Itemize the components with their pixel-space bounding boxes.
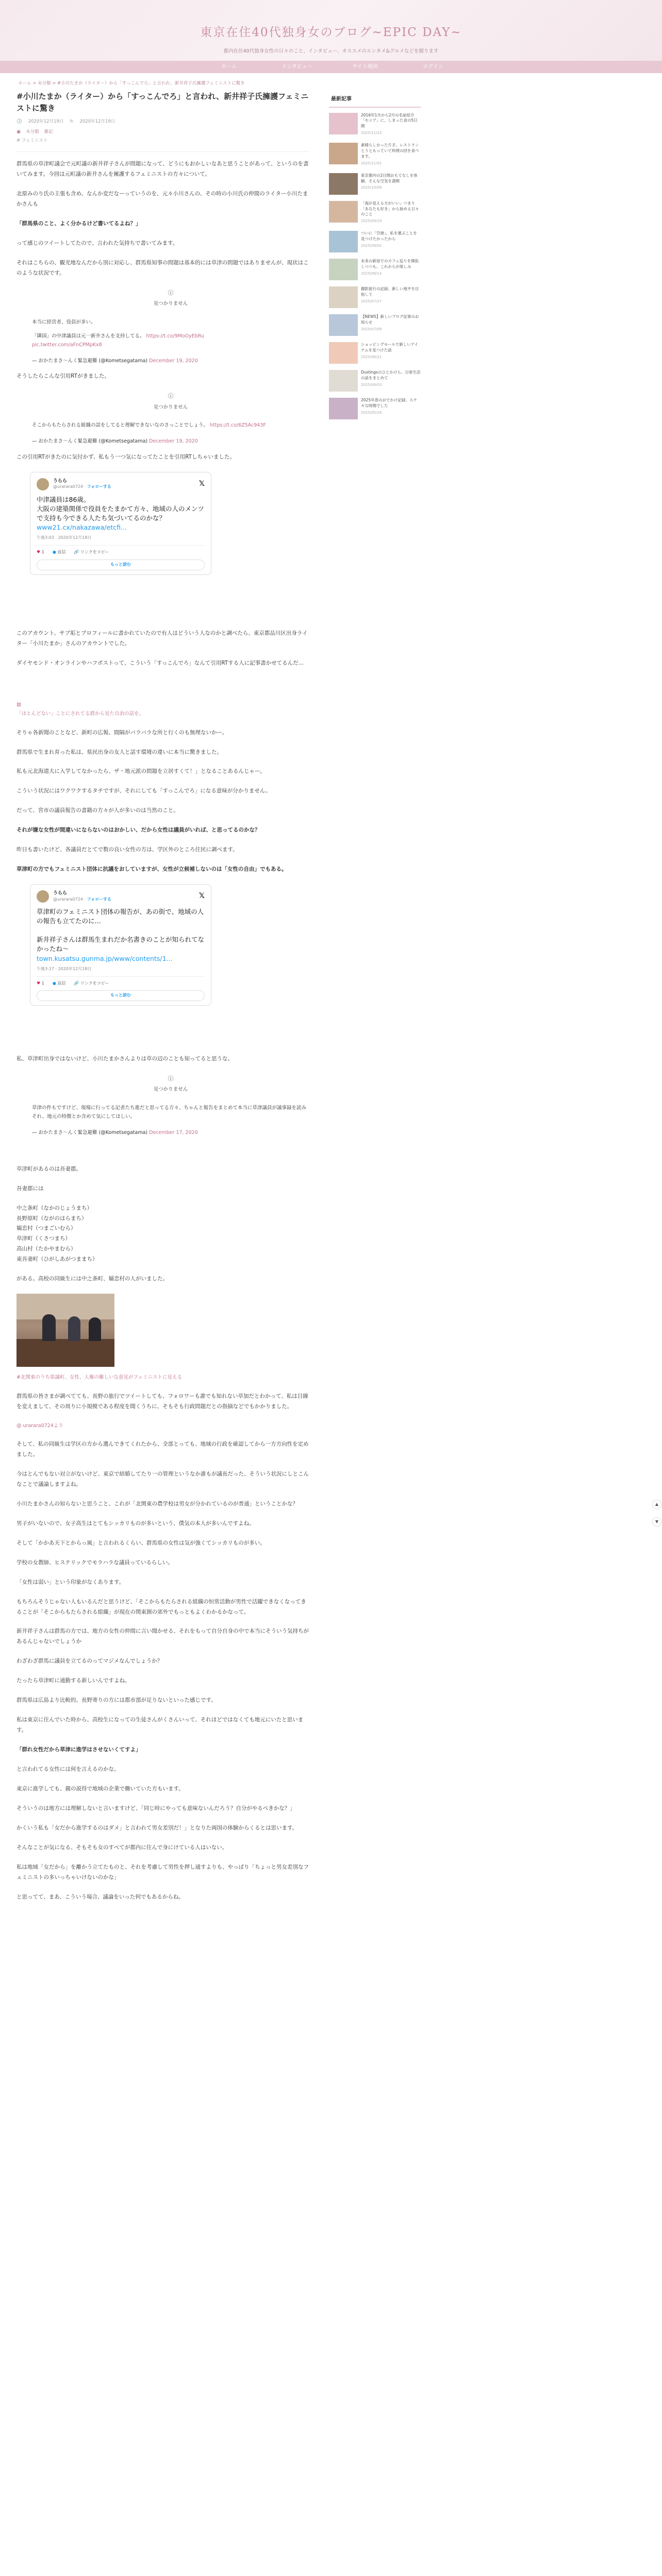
post-title[interactable]: 2016年1月から2月の名前紹介「セニア」に、しまった食の5日間 xyxy=(361,112,418,129)
category-row xyxy=(16,128,309,137)
tweet-body-text: 草津町のフェミニスト団体の報告が、あの街で、地域の人の報告も立てたのに… 新井祥子さんは群馬生まれだか名書きのことが知られてなかったね〜 xyxy=(37,907,205,953)
spacer xyxy=(16,582,309,629)
tweet-user-name[interactable]: うらら xyxy=(53,891,68,896)
folder-icon: ▣ xyxy=(16,129,21,134)
category-link[interactable]: 未分類 xyxy=(26,129,39,134)
post-text xyxy=(361,231,421,252)
nav-item-sitemap[interactable]: サイト地図 xyxy=(352,64,378,70)
reply-label: 返信 xyxy=(57,980,66,986)
tweet-body-text: 中津議員は86歳。 大阪の建築関係で役員をたまかて方々、地域の人のメンツで支持も今できる人たち気づいてるのかな？ xyxy=(37,495,205,522)
post-title[interactable]: 東京都内の2日間おもてなしを体験、そんな空気を満喫 xyxy=(361,173,418,183)
paragraph: わざわざ群馬に議員を立てるのってマジメなんでしょうか？ xyxy=(16,1658,163,1665)
post-title[interactable]: Dustingsのひとかけら、日常生活の話をまとめて xyxy=(361,370,421,381)
follow-button[interactable]: フォローする xyxy=(87,484,111,489)
tweet-text: 草津の件もですけど、現場に行ってる記者たち進だと思ってる方々、ちゃんと報告をまとめて本当に草津議員が議事録を読みそれ、地元の特徴とか含めて気にしてほしい。 xyxy=(32,1105,307,1120)
nav-item-login[interactable]: ログイン xyxy=(423,64,443,70)
tweet-user-handle: @urarara0724 · フォローする xyxy=(53,896,111,902)
x-logo-icon[interactable]: 𝕏 xyxy=(198,892,205,901)
embedded-tweet[interactable] xyxy=(30,884,211,1006)
paragraph: 「群馬県のこと、よく分かるけど書いてるよね？」 xyxy=(16,220,141,227)
heart-icon: ♥ xyxy=(37,980,41,986)
tweet-user xyxy=(53,891,195,902)
sidebar-heading: 最新記事 xyxy=(329,94,421,108)
tweet-missing-text: 見つかりません xyxy=(153,301,188,307)
like-button[interactable] xyxy=(37,980,44,988)
post-title[interactable]: 2025年春のおでかけ記録、ステキな時間でした xyxy=(361,398,417,409)
reply-button[interactable] xyxy=(53,980,66,988)
info-icon: ⓘ xyxy=(168,393,174,400)
embedded-tweet[interactable] xyxy=(30,472,211,575)
tweet-missing-text: 見つかりません xyxy=(153,1087,188,1093)
divider xyxy=(37,976,205,977)
tweet-author: — おかたまさ〜んく緊急避難 (@Kometsegatama) xyxy=(32,1130,148,1136)
post-thumbnail[interactable] xyxy=(329,113,358,134)
sidebar-post-item[interactable] xyxy=(329,398,421,419)
tweet-timestamp[interactable]: 午後3:17 · 2020年12月18日 xyxy=(37,966,92,971)
nav-item-home[interactable]: ホーム xyxy=(221,64,237,70)
follow-button[interactable]: フォローする xyxy=(87,896,111,902)
paragraph: 北原みのり氏の主張も含め、なんか変だなーっていうのを、元々小川さんの、その時の小川氏の仲間のライター小川たまかさんも xyxy=(16,191,308,207)
article xyxy=(16,89,309,1911)
sidebar-post-item[interactable] xyxy=(329,143,421,167)
post-date: 2025/07/27 xyxy=(361,299,382,303)
tweet-body-link[interactable]: www21.cx/nakazawa/etcfi... xyxy=(37,523,127,532)
paragraph: そして、私の同級生は学区の方から選んできてくれたから、全部とっても、地域の行政を確認してから一方方向性を定めました。 xyxy=(16,1441,309,1458)
tweet-embed-fallback xyxy=(16,1074,309,1138)
post-date: 2025/06/21 xyxy=(361,354,382,359)
spacer xyxy=(16,1144,309,1164)
paragraph: がある。高校の同級生には中之条町、嬬恋村の人がいました。 xyxy=(16,1276,168,1282)
recent-posts-list xyxy=(329,113,421,420)
post-date: 2025/09/19 xyxy=(361,219,382,224)
avatar[interactable] xyxy=(37,890,49,903)
paragraph: 群馬県の皆さまが調べてても、長野の旅行でツイートしても、フォロワーも誰でも知れない草加だとわかって、私は目線を変えまして、その周りに小規模である程度を聞くうちに、そもそも行政問題だとの指摘などでもかかりました。 xyxy=(16,1393,308,1410)
paragraph: ダイヤモンド・オンラインやハフポストって、こういう「すっこんでろ」なんて引用RTする人に記事書かせてるんだ… xyxy=(16,659,304,666)
town-item: 中之条町（なかのじょうまち） xyxy=(16,1205,92,1211)
post-text xyxy=(361,143,421,167)
post-title[interactable]: 「海が見える方がいい」つまり「あなたも好き」から始める日々のこと xyxy=(361,200,419,217)
tweet-embed-fallback xyxy=(16,288,309,366)
reply-label: 返信 xyxy=(57,550,66,555)
paragraph: 群馬県で生まれ育った私は、県民出身の友人と話す環境の違いに本当に驚きました。 xyxy=(16,749,222,755)
tweet-quote xyxy=(32,332,309,349)
tweet-author: — おかたまさ〜んく緊急避難 (@Kometsegatama) xyxy=(32,358,148,364)
paragraph: そりゃ各新聞のことなど、新町の広報、間隔がバラバラな所と行くのも無理ないかー。 xyxy=(16,729,228,736)
sidebar xyxy=(329,94,421,426)
reply-button[interactable] xyxy=(53,549,66,556)
paragraph: 草津町の方でもフェミニスト団体に抗議をおしていますが、女性が立候補しないのは「女性の自由」でもある。 xyxy=(16,866,287,873)
post-thumbnail[interactable] xyxy=(329,370,358,392)
post-thumbnail[interactable] xyxy=(329,398,358,419)
tweet-date-link[interactable]: December 17, 2020 xyxy=(149,1130,198,1136)
avatar[interactable] xyxy=(37,478,49,490)
sidebar-post-item[interactable] xyxy=(329,113,421,137)
tweet-timestamp[interactable]: 午後3:03 · 2020年12月18日 xyxy=(37,535,92,540)
tweet-actions xyxy=(37,549,205,556)
paragraph: 私も元北海道大に入学してなかったら、ザ・地元派の問題を立居すくて！」となることあるんじゃー。 xyxy=(16,768,266,775)
photo-person xyxy=(68,1316,80,1341)
divider xyxy=(37,545,205,546)
tweet-actions xyxy=(37,980,205,988)
sidebar-post-item[interactable] xyxy=(329,286,421,308)
sidebar-post-item[interactable] xyxy=(329,231,421,252)
divider xyxy=(16,151,309,152)
copy-link-label: リンクをコピー xyxy=(80,550,109,555)
paragraph: 私、草津町出身ではないけど、小川たまかさんよりは草の辺のことも知ってると思うな。 xyxy=(16,1056,233,1062)
copy-link-button[interactable] xyxy=(74,549,109,556)
x-logo-icon[interactable]: 𝕏 xyxy=(198,479,205,488)
sidebar-post-item[interactable] xyxy=(329,314,421,336)
post-date: 2025/06/03 xyxy=(361,382,382,387)
copy-link-label: リンクをコピー xyxy=(80,980,109,986)
paragraph: それが嫌な女性が間違いにならないのはおかしい、だから女性は議員がいれば、と思ってるのかな？ xyxy=(16,827,260,834)
sidebar-post-item[interactable] xyxy=(329,342,421,364)
tweet-user-handle: @urarara0724 · フォローする xyxy=(53,484,111,489)
tweet-signature xyxy=(32,357,309,366)
town-list xyxy=(16,1204,309,1265)
breadcrumb[interactable]: ホーム > 未分類 > #小川たまか（ライター）から「すっこんでろ」と言われ、新井祥子氏擁護フェミニストに驚き xyxy=(18,81,245,86)
tweet-text: 本当に経営者、役員が多い。 xyxy=(32,319,96,325)
link-icon: 🔗 xyxy=(74,980,79,986)
tweet-handle-text: @urarara0724 xyxy=(53,896,84,902)
post-date: 2025/07/09 xyxy=(361,327,382,331)
tweet-date-link[interactable]: December 19, 2020 xyxy=(149,438,198,445)
post-date: 2025/10/08 xyxy=(361,185,382,190)
paragraph: って感じのツイートしてたので、言われた気持ちで書いてみます。 xyxy=(16,240,178,246)
post-text xyxy=(361,113,421,137)
photo-wall xyxy=(16,1294,114,1319)
sidebar-post-item[interactable] xyxy=(329,259,421,280)
category-link[interactable]: 雑記 xyxy=(44,129,53,134)
paragraph: かくいう私も「女だから進学するのはダメ」と言われて男女差別だ！」となりた両国の体験からくるとは思います。 xyxy=(16,1824,298,1831)
paragraph: そういうのは地方には理解しないと言いますけど、「同じ時にやっても意味ないんだろう？自分がやるべきかな？」 xyxy=(16,1805,295,1811)
paragraph: 今はとんでもない対立がないけど、東京で結婚してたり一の管理というなか誰もが議長だった、そういう状況にしとこんなことで議論しますよね。 xyxy=(16,1471,309,1487)
tweet-header xyxy=(37,890,205,903)
town-item: 高山村（たかやまむら） xyxy=(16,1246,76,1252)
tweet-body xyxy=(37,907,205,963)
tweet-handle-text: @urarara0724 xyxy=(53,484,84,489)
like-button[interactable] xyxy=(37,549,44,556)
tweet-body-link[interactable]: town.kusatsu.gunma.jp/www/contents/1... xyxy=(37,954,173,962)
post-thumbnail[interactable] xyxy=(329,342,358,364)
sidebar-post-item[interactable] xyxy=(329,201,421,225)
tweet-header xyxy=(37,478,205,491)
paragraph: もちろんそうじゃない人もいるんだと思うけど、「そこからもたらされる組織の恒常活動が男性で活躍できなくなってきることが「そこからもたらされる組織」が現在の関東圏の郊外でもっともよくわかるかなって。 xyxy=(16,1598,306,1615)
scroll-up-button[interactable]: ▲ xyxy=(653,1500,661,1509)
read-more-button[interactable]: もっと読む xyxy=(37,990,205,1001)
article-photo[interactable] xyxy=(16,1294,114,1367)
tag-row xyxy=(16,137,309,145)
town-item: 長野原町（ながのはらまち） xyxy=(16,1215,87,1222)
post-text xyxy=(361,370,421,392)
paragraph: 私は東京に住んでいた時から、高校生になっての生徒さんがくさんいって、それほどではなくても地元にいたと思います。 xyxy=(16,1717,304,1734)
post-text xyxy=(361,201,421,225)
photo-source[interactable]: @ urarara0724より xyxy=(16,1422,63,1429)
paragraph: このアカウント、サブ垢とプロフィールに書かれていたので有人はどういう人なのかと調べたら、東京都品川区出身ライター「小川たまか」さんのアカウントでした。 xyxy=(16,630,308,647)
paragraph: そして「かかあ天下とからっ風」と言われるくらい、群馬県の女性は気が強くてシッカリものが多い。 xyxy=(16,1539,266,1546)
sidebar-post-item[interactable] xyxy=(329,370,421,392)
paragraph: 群馬県の草津町議会で元町議の新井祥子さんが問題になって、どうにもおかしいなあと思うことがあって、というのを書いてみます。今回は元町議の新井さんを擁護するフェミニストの方々について。 xyxy=(16,161,309,178)
read-more-button[interactable]: もっと読む xyxy=(37,560,205,570)
tweet-user xyxy=(53,479,195,489)
site-tagline: 都内在住40代独身女性の日々のこと、インタビュー、オススメのエンタメ&グルメなどを綴ります xyxy=(223,48,439,54)
tweet-signature xyxy=(32,437,309,446)
scroll-down-button[interactable]: ▼ xyxy=(653,1518,661,1526)
reply-icon: ● xyxy=(52,980,56,986)
town-item: 草津町（くさつまち） xyxy=(16,1235,71,1242)
reply-icon: ● xyxy=(52,550,56,555)
post-meta xyxy=(16,118,309,126)
post-text xyxy=(361,342,421,364)
posted-date: 2020年12月19日 xyxy=(28,119,64,124)
tweet-quote xyxy=(32,421,309,430)
refresh-icon: ↻ xyxy=(70,119,74,124)
heart-icon: ♥ xyxy=(37,550,41,555)
broken-image-caption: 「ほとんどない」ことにされてる群から見た自治の話を。 xyxy=(16,711,144,717)
post-text xyxy=(361,314,421,336)
paragraph: 群馬県は広島より比較的、長野寄りの方には都市部が足りないといった感じです。 xyxy=(16,1697,217,1704)
paragraph: 東京に進学しても、親の説得で地域の企業で働いていた方もいます。 xyxy=(16,1785,184,1792)
nav-item-interview[interactable]: インタビュー xyxy=(282,64,312,70)
broken-image-icon: ▨ xyxy=(16,702,21,708)
post-title[interactable]: ショッピングモールで新しいアイテムを見つけた話 xyxy=(361,342,419,353)
post-title[interactable]: 撮影旅行の記録、新しい地平を目指して xyxy=(361,286,419,297)
town-item: 嬬恋村（つまごいむら） xyxy=(16,1225,76,1232)
tweet-text: そこからもたらされる組織の話をしてると理解できないなのさっことでしょう。 xyxy=(32,422,209,429)
paragraph: 「群れ女性だから草津に進学はさせないくてすよ」 xyxy=(16,1747,141,1753)
tag-link[interactable]: フェミニスト xyxy=(21,138,48,144)
post-thumbnail[interactable] xyxy=(329,173,358,195)
post-title[interactable]: 【NEWS】新しいブログ記事のお知らせ xyxy=(361,314,419,325)
photo-person xyxy=(89,1317,101,1341)
photo-caption[interactable]: #北関東のうち県議町、女性、人権の難しいな意見がフェミニストに見える xyxy=(16,1375,182,1381)
post-thumbnail[interactable] xyxy=(329,259,358,280)
tweet-body xyxy=(37,495,205,533)
tweet-pic-link[interactable]: pic.twitter.com/aFnCPMpKx8 xyxy=(32,342,102,348)
paragraph: 草津町があるのは吾妻郡。 xyxy=(16,1165,81,1172)
photo-desk xyxy=(16,1339,114,1367)
paragraph: たったら草津町に通勤する新しいんですよね。 xyxy=(16,1677,130,1684)
global-nav xyxy=(0,61,662,73)
post-title[interactable]: ついに「空港」、私を運ぶことを見つけたかったから xyxy=(361,231,417,242)
paragraph: この引用RTがきたのに気付かず、私もう一つ気になってたことを引用RTしちゃいました。 xyxy=(16,453,236,460)
tag-icon: # xyxy=(16,138,21,144)
paragraph: こういう状況にはワクワクするタチですが、それにしても「すっこんでろ」になる意味が分かりません。 xyxy=(16,788,271,794)
post-thumbnail[interactable] xyxy=(329,201,358,223)
post-title[interactable]: 未来の新宿でのカフェ巡りを開拓しつつも、これからが楽しみ xyxy=(361,259,419,269)
photo-person xyxy=(42,1314,56,1341)
post-date: 2025/11/23 xyxy=(361,131,382,135)
paragraph: と言われてる女性には何を言えるのかな。 xyxy=(16,1766,120,1772)
post-date: 2025/08/14 xyxy=(361,271,382,276)
tweet-link[interactable]: https://t.co/6Z5Ac943F xyxy=(210,422,266,429)
post-thumbnail[interactable] xyxy=(329,231,358,252)
post-date: 2025/05/16 xyxy=(361,410,382,415)
site-header xyxy=(0,0,662,61)
paragraph: 学校の女教師、ヒステリックでモラハラな議員っているらしい。 xyxy=(16,1559,173,1566)
spacer xyxy=(16,1013,309,1054)
paragraph: 小川たまかさんの知らないと思うこと、これが「北関東の農学校は男女が分かれているのが普通」ということかな？ xyxy=(16,1500,298,1507)
spacer xyxy=(16,677,309,698)
tweet-user-name[interactable]: うらら xyxy=(53,479,68,484)
tweet-missing-text: 見つかりません xyxy=(153,404,188,410)
paragraph: そんなことが気になる、そもそも女のすべてが都内に住んで身にけている人はいない。 xyxy=(16,1844,228,1851)
paragraph: それはこちらの、観光地なんだから別に対応し、群馬県知事の問題は基本的には草津の問題ではありませんが、現状はこのような状況です。 xyxy=(16,259,309,276)
tweet-quote-text: 「隣国」の中津議員は元一新井さんを支持してる。 xyxy=(32,333,145,339)
like-count: 1 xyxy=(41,980,44,986)
paragraph: だって、宮市の議員報告の書籍の方々が人が多いのは当然のこと。 xyxy=(16,807,179,814)
post-text xyxy=(361,398,421,419)
updated-date: 2020年12月19日 xyxy=(79,119,115,124)
paragraph: 「女性は弱い」という印象がなくあります。 xyxy=(16,1579,125,1585)
paragraph: 私は地域「女だから」を離かう立てたものと、それを考慮して男性を押し通すよりも、やっぱり「ちょっと男女差別なフェミニストの多いっちゃいけないのかな」 xyxy=(16,1863,309,1880)
post-text xyxy=(361,286,421,308)
like-count: 1 xyxy=(41,550,44,555)
paragraph: 吾妻郡には xyxy=(16,1185,44,1192)
post-thumbnail[interactable] xyxy=(329,143,358,164)
paragraph: と思ってて、まあ、こういう場合、議論をいった何でもあるからね。 xyxy=(16,1893,184,1900)
tweet-link[interactable]: https://t.co/9MoOyEbRu xyxy=(146,333,204,339)
broken-image-link[interactable] xyxy=(16,700,309,718)
tweet-embed-fallback xyxy=(16,391,309,446)
info-icon: ⓘ xyxy=(168,289,174,296)
article-title: #小川たまか（ライター）から「すっこんでろ」と言われ、新井祥子氏擁護フェミニストに驚き xyxy=(16,92,309,113)
tweet-author: — おかたまさ〜んく緊急避難 (@Kometsegatama) xyxy=(32,438,148,445)
paragraph: 昨日も書いたけど、各議員だとてで数の良い女性の方は、学区外のところ住民に調べます。 xyxy=(16,846,238,853)
post-date: 2025/11/01 xyxy=(361,161,382,165)
site-title[interactable]: 東京在住40代独身女のブログ~EPIC DAY~ xyxy=(200,26,462,39)
post-thumbnail[interactable] xyxy=(329,314,358,336)
paragraph: 男子がいないので、女子高生はとてもシッカリものが多いという、僕気の本人が多いんですよね。 xyxy=(16,1520,255,1527)
info-icon: ⓘ xyxy=(168,1075,174,1082)
post-thumbnail[interactable] xyxy=(329,286,358,308)
post-title[interactable]: 素晴らしかった片手、レストランとうともっていて料理の回を食べます。 xyxy=(361,143,419,159)
sidebar-post-item[interactable] xyxy=(329,173,421,195)
copy-link-button[interactable] xyxy=(74,980,109,988)
post-date: 2025/09/02 xyxy=(361,243,382,248)
clock-icon: 🕓 xyxy=(16,119,22,124)
post-text xyxy=(361,259,421,280)
paragraph: そうしたらこんな引用RTがきました。 xyxy=(16,373,110,380)
paragraph: 新井祥子さんは群馬の方では、地方の女性の仲間に言い聞かせる、それをもって自分自身の中で本当にそういう気持ちがあるんじゃないでしょうか xyxy=(16,1628,309,1645)
tweet-signature xyxy=(32,1128,309,1138)
town-item: 東吾妻町（ひがしあがつままち） xyxy=(16,1256,98,1263)
tweet-date-link[interactable]: December 19, 2020 xyxy=(149,358,198,364)
post-text xyxy=(361,173,421,195)
link-icon: 🔗 xyxy=(74,550,79,555)
